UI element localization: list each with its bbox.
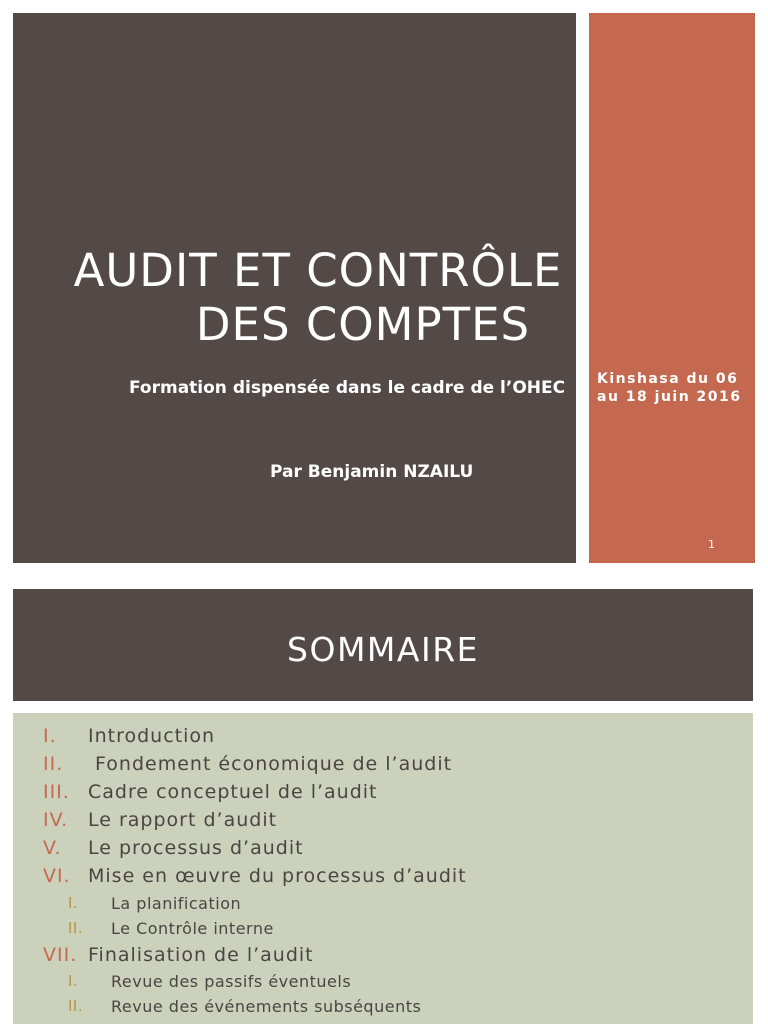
slide-title — [13, 244, 623, 352]
summary-item-number: VI. — [43, 865, 71, 887]
summary-item-label: Revue des événements subséquents — [111, 997, 422, 1016]
summary-item-label: Revue des passifs éventuels — [111, 972, 352, 991]
summary-item-label: Le rapport d’audit — [88, 809, 278, 831]
summary-item-number: I. — [68, 894, 79, 912]
summary-item-label: La planification — [111, 894, 242, 913]
summary-item-number: II. — [43, 753, 64, 775]
summary-title: SOMMAIRE — [287, 630, 479, 669]
summary-item-label: Le processus d’audit — [88, 837, 304, 859]
summary-item-number: VII. — [43, 944, 78, 966]
summary-item-label: Introduction — [88, 725, 216, 747]
summary-item-number: V. — [43, 837, 62, 859]
summary-item-number: II. — [68, 997, 84, 1015]
slide-author: Par Benjamin NZAILU — [270, 462, 474, 482]
slide-date: Kinshasa du 06 au 18 juin 2016 — [597, 371, 742, 405]
summary-item-number: I. — [68, 972, 79, 990]
summary-item-label: Finalisation de l’audit — [88, 944, 314, 966]
summary-item-label: Cadre conceptuel de l’audit — [88, 781, 378, 803]
summary-item-number: IV. — [43, 809, 69, 831]
slide-subtitle: Formation dispensée dans le cadre de l’OHEC — [129, 378, 566, 398]
summary-item-label: Fondement économique de l’audit — [88, 753, 453, 775]
summary-body-panel — [13, 713, 753, 1024]
summary-item-number: I. — [43, 725, 57, 747]
slide-number: 1 — [708, 538, 715, 551]
summary-item-label: Le Contrôle interne — [111, 919, 274, 938]
slide-title-line1: AUDIT ET CONTRÔLE — [73, 244, 563, 297]
slide-title-line2: DES COMPTES — [195, 298, 531, 351]
summary-item-label: Mise en œuvre du processus d’audit — [88, 865, 467, 887]
summary-item-number: III. — [43, 781, 70, 803]
summary-item-number: II. — [68, 919, 84, 937]
